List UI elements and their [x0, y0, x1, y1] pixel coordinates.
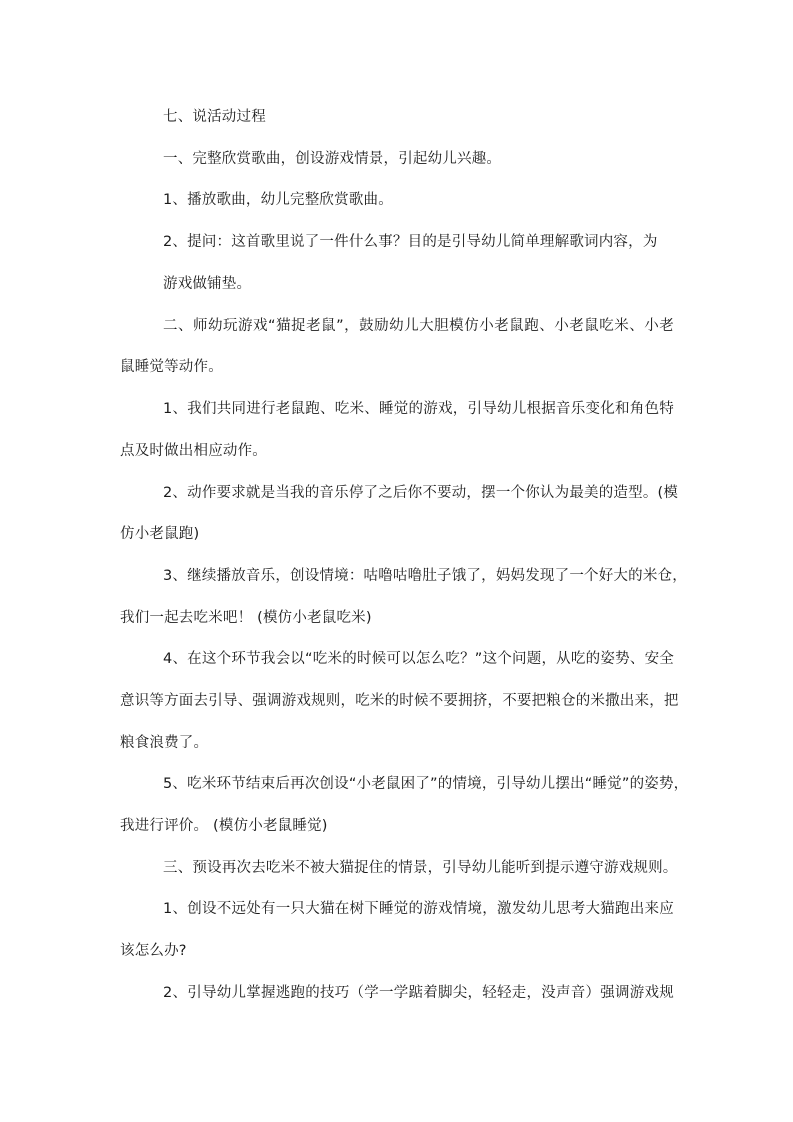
- paragraph-line: 意识等方面去引导、强调游戏规则，吃米的时候不要拥挤，不要把粮仓的米撒出来，把: [120, 693, 679, 709]
- paragraph-line: 1、创设不远处有一只大猫在树下睡觉的游戏情境，激发幼儿思考大猫跑出来应: [163, 901, 674, 917]
- paragraph-line: 粮食浪费了。: [120, 735, 209, 751]
- paragraph-line: 点及时做出相应动作。: [120, 443, 267, 459]
- paragraph-line: 2、引导幼儿掌握逃跑的技巧（学一学踮着脚尖，轻轻走，没声音）强调游戏规: [163, 985, 674, 1001]
- paragraph-line: 2、动作要求就是当我的音乐停了之后你不要动，摆一个你认为最美的造型。(模: [163, 485, 679, 501]
- paragraph-line: 3、继续播放音乐，创设情境：咕噜咕噜肚子饿了，妈妈发现了一个好大的米仓，: [163, 568, 687, 584]
- section-heading: 七、说活动过程: [163, 109, 266, 125]
- paragraph-line: 三、预设再次去吃米不被大猫捉住的情景，引导幼儿能听到提示遵守游戏规则。: [163, 860, 678, 876]
- paragraph-line: 5、吃米环节结束后再次创设“小老鼠困了”的情境，引导幼儿摆出“睡觉”的姿势，: [163, 776, 689, 792]
- paragraph-line: 1、播放歌曲，幼儿完整欣赏歌曲。: [163, 192, 393, 208]
- paragraph-line: 2、提问：这首歌里说了一件什么事？目的是引导幼儿简单理解歌词内容，为: [163, 234, 658, 250]
- paragraph-line: 二、师幼玩游戏“猫捉老鼠”，鼓励幼儿大胆模仿小老鼠跑、小老鼠吃米、小老: [163, 318, 674, 334]
- paragraph-line: 我们一起去吃米吧！ (模仿小老鼠吃米): [120, 610, 372, 626]
- paragraph-line: 仿小老鼠跑): [120, 526, 200, 542]
- paragraph-line: 游戏做铺垫。: [163, 276, 252, 292]
- paragraph-line: 4、在这个环节我会以“吃米的时候可以怎么吃？”这个问题，从吃的姿势、安全: [163, 651, 674, 667]
- paragraph-line: 我进行评价。 (模仿小老鼠睡觉): [120, 818, 328, 834]
- paragraph-line: 一、完整欣赏歌曲，创设游戏情景，引起幼儿兴趣。: [163, 151, 502, 167]
- paragraph-line: 该怎么办?: [120, 943, 187, 959]
- paragraph-line: 鼠睡觉等动作。: [120, 359, 223, 375]
- paragraph-line: 1、我们共同进行老鼠跑、吃米、睡觉的游戏，引导幼儿根据音乐变化和角色特: [163, 401, 674, 417]
